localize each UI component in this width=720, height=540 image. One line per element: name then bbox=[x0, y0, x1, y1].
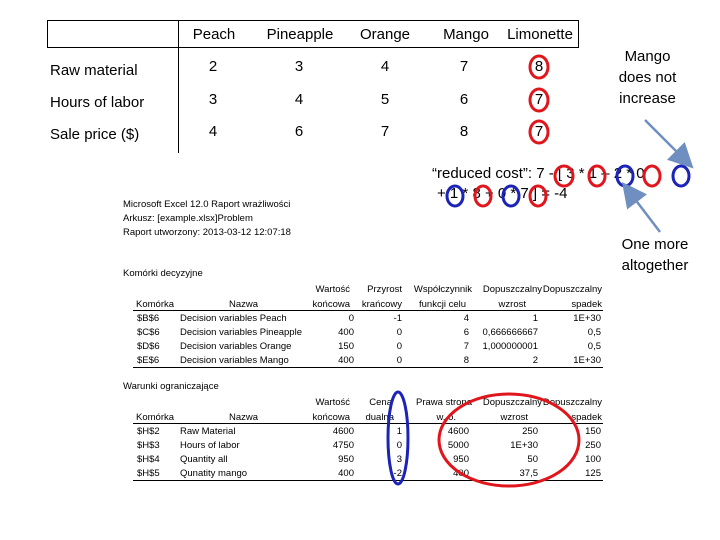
dec-r2-cell: $C$6 bbox=[137, 327, 160, 338]
dec-head-koncowa: końcowa bbox=[312, 299, 350, 310]
dec-r1-coef: 4 bbox=[463, 313, 469, 324]
table-divider-1 bbox=[178, 20, 179, 153]
con-r1-increase: 250 bbox=[522, 426, 538, 437]
con-head-dualna: dualna bbox=[365, 412, 394, 423]
dec-head-nazwa: Nazwa bbox=[229, 299, 259, 310]
cell-raw-mango: 7 bbox=[459, 58, 469, 75]
red-circle-formula-2 bbox=[644, 166, 660, 186]
note-mango-does-not-increase bbox=[605, 46, 690, 109]
con-r3-final: 950 bbox=[338, 454, 354, 465]
con-r1-decrease: 150 bbox=[585, 426, 601, 437]
header-mango: Mango bbox=[443, 26, 489, 43]
con-r4-rhs: 400 bbox=[453, 468, 469, 479]
con-head-nazwa: Nazwa bbox=[229, 412, 259, 423]
blue-circle-formula-0 bbox=[673, 166, 689, 186]
con-head-wo: w. o. bbox=[436, 412, 456, 423]
row-label-hours-of-labor: Hours of labor bbox=[50, 94, 145, 111]
con-r3-decrease: 100 bbox=[585, 454, 601, 465]
table-header-line bbox=[47, 47, 578, 48]
con-head-spadek: spadek bbox=[571, 412, 602, 423]
dec-r3-decrease: 0,5 bbox=[587, 341, 601, 352]
cell-hours-orange: 5 bbox=[380, 91, 390, 108]
con-r2-increase: 1E+30 bbox=[510, 440, 538, 451]
con-r4-cell: $H$5 bbox=[137, 468, 160, 479]
dec-r2-final: 400 bbox=[338, 327, 354, 338]
cell-hours-limonette: 7 bbox=[534, 91, 544, 108]
con-r3-dual: 3 bbox=[396, 454, 402, 465]
report-header-line-1: Microsoft Excel 12.0 Raport wrażliwości bbox=[123, 199, 291, 210]
dec-r4-decrease: 1E+30 bbox=[573, 355, 601, 366]
dec-r4-name: Decision variables Mango bbox=[180, 355, 289, 366]
cell-price-peach: 4 bbox=[208, 123, 218, 140]
con-r4-dual: -2 bbox=[393, 468, 402, 479]
dec-r3-marginal: 0 bbox=[396, 341, 402, 352]
dec-r4-coef: 8 bbox=[463, 355, 469, 366]
note-one-more-line-1: One more bbox=[621, 236, 689, 253]
con-r3-name: Quantity all bbox=[180, 454, 228, 465]
dec-r3-cell: $D$6 bbox=[137, 341, 160, 352]
con-r4-decrease: 125 bbox=[585, 468, 601, 479]
note-one-more-line-2: altogether bbox=[621, 257, 689, 274]
con-r1-name: Raw Material bbox=[180, 426, 236, 437]
dec-r3-increase: 1,000000001 bbox=[482, 341, 538, 352]
dec-head-wartosc: Wartość bbox=[315, 284, 350, 295]
con-r2-decrease: 250 bbox=[585, 440, 601, 451]
dec-r2-name: Decision variables Pineapple bbox=[180, 327, 302, 338]
cell-price-mango: 8 bbox=[459, 123, 469, 140]
dec-r2-decrease: 0,5 bbox=[587, 327, 601, 338]
dec-r1-decrease: 1E+30 bbox=[573, 313, 601, 324]
constraint-section-title: Warunki ograniczające bbox=[123, 381, 219, 392]
con-r1-dual: 1 bbox=[396, 426, 402, 437]
report-header-line-3: Raport utworzony: 2013-03-12 12:07:18 bbox=[123, 227, 291, 238]
dec-head-przyrost: Przyrost bbox=[367, 284, 402, 295]
row-label-sale-price: Sale price ($) bbox=[50, 126, 140, 143]
con-r1-final: 4600 bbox=[332, 426, 354, 437]
con-head-dopuszczalny-2: Dopuszczalny bbox=[542, 397, 602, 408]
con-head-koncowa: końcowa bbox=[312, 412, 350, 423]
con-bottom-rule bbox=[133, 480, 603, 481]
cell-hours-mango: 6 bbox=[459, 91, 469, 108]
con-r2-name: Hours of labor bbox=[180, 440, 240, 451]
con-head-komorka: Komórka bbox=[136, 412, 175, 423]
con-r4-name: Qunatity mango bbox=[180, 468, 248, 479]
con-r3-cell: $H$4 bbox=[137, 454, 160, 465]
note-one-more-altogether bbox=[612, 234, 698, 276]
con-head-prawa-strona: Prawa strona bbox=[416, 397, 472, 408]
con-r2-cell: $H$3 bbox=[137, 440, 160, 451]
dec-r1-final: 0 bbox=[348, 313, 354, 324]
dec-r3-name: Decision variables Orange bbox=[180, 341, 292, 352]
row-label-raw-material: Raw material bbox=[50, 62, 138, 79]
dec-r1-increase: 1 bbox=[532, 313, 538, 324]
cell-raw-orange: 4 bbox=[380, 58, 390, 75]
dec-r2-increase: 0,666666667 bbox=[482, 327, 538, 338]
con-head-wzrost: wzrost bbox=[500, 412, 528, 423]
con-head-cena: Cena bbox=[369, 397, 392, 408]
table-border-top bbox=[47, 20, 578, 21]
cell-price-pineapple: 6 bbox=[294, 123, 304, 140]
con-r3-rhs: 950 bbox=[453, 454, 469, 465]
note-mango-line-3: increase bbox=[619, 90, 676, 107]
con-header-rule bbox=[133, 423, 603, 424]
dec-header-rule bbox=[133, 310, 603, 311]
arrow-one-more-note bbox=[625, 186, 660, 232]
header-orange: Orange bbox=[359, 26, 411, 43]
con-r1-rhs: 4600 bbox=[447, 426, 469, 437]
dec-head-dopuszczalny-2: Dopuszczalny bbox=[542, 284, 602, 295]
con-r4-increase: 37,5 bbox=[519, 468, 538, 479]
dec-head-funkcji-celu: funkcji celu bbox=[419, 299, 466, 310]
con-r2-rhs: 5000 bbox=[447, 440, 469, 451]
cell-hours-pineapple: 4 bbox=[294, 91, 304, 108]
header-peach: Peach bbox=[192, 26, 236, 43]
dec-r3-final: 150 bbox=[338, 341, 354, 352]
cell-price-orange: 7 bbox=[380, 123, 390, 140]
dec-head-wzrost: wzrost bbox=[498, 299, 526, 310]
con-r4-final: 400 bbox=[338, 468, 354, 479]
cell-hours-peach: 3 bbox=[208, 91, 218, 108]
table-border-left bbox=[47, 20, 48, 48]
dec-head-krancowy: krańcowy bbox=[361, 299, 402, 310]
report-header-line-2: Arkusz: [example.xlsx]Problem bbox=[123, 213, 253, 224]
con-head-dopuszczalny-1: Dopuszczalny bbox=[482, 397, 542, 408]
dec-r3-coef: 7 bbox=[463, 341, 469, 352]
con-head-wartosc: Wartość bbox=[315, 397, 350, 408]
arrow-mango-note bbox=[645, 120, 690, 165]
header-pineapple: Pineapple bbox=[266, 26, 334, 43]
dec-r4-final: 400 bbox=[338, 355, 354, 366]
cell-price-limonette: 7 bbox=[534, 123, 544, 140]
reduced-cost-line-1: “reduced cost”: 7 - [ 3 * 1 – 2 * 0 bbox=[432, 165, 645, 182]
dec-r4-marginal: 0 bbox=[396, 355, 402, 366]
reduced-cost-line-2: + 1 * 8 + 0 * 7 ] = -4 bbox=[437, 185, 568, 202]
note-mango-line-1: Mango bbox=[624, 48, 671, 65]
dec-r1-name: Decision variables Peach bbox=[180, 313, 287, 324]
decision-section-title: Komórki decyzyjne bbox=[123, 268, 203, 279]
dec-r1-cell: $B$6 bbox=[137, 313, 160, 324]
cell-raw-limonette: 8 bbox=[534, 58, 544, 75]
dec-bottom-rule bbox=[133, 367, 603, 368]
con-r2-final: 4750 bbox=[332, 440, 354, 451]
dec-r2-marginal: 0 bbox=[396, 327, 402, 338]
dec-head-wspolczynnik: Współczynnik bbox=[413, 284, 472, 295]
cell-raw-pineapple: 3 bbox=[294, 58, 304, 75]
con-r1-cell: $H$2 bbox=[137, 426, 160, 437]
con-r2-dual: 0 bbox=[396, 440, 402, 451]
dec-r1-marginal: -1 bbox=[393, 313, 402, 324]
dec-r2-coef: 6 bbox=[463, 327, 469, 338]
header-limonette: Limonette bbox=[507, 26, 573, 43]
dec-head-dopuszczalny-1: Dopuszczalny bbox=[482, 284, 542, 295]
note-mango-line-2: does not bbox=[618, 69, 677, 86]
dec-head-komorka: Komórka bbox=[136, 299, 175, 310]
dec-r4-cell: $E$6 bbox=[137, 355, 160, 366]
con-r3-increase: 50 bbox=[527, 454, 538, 465]
cell-raw-peach: 2 bbox=[208, 58, 218, 75]
dec-r4-increase: 2 bbox=[532, 355, 538, 366]
dec-head-spadek: spadek bbox=[571, 299, 602, 310]
